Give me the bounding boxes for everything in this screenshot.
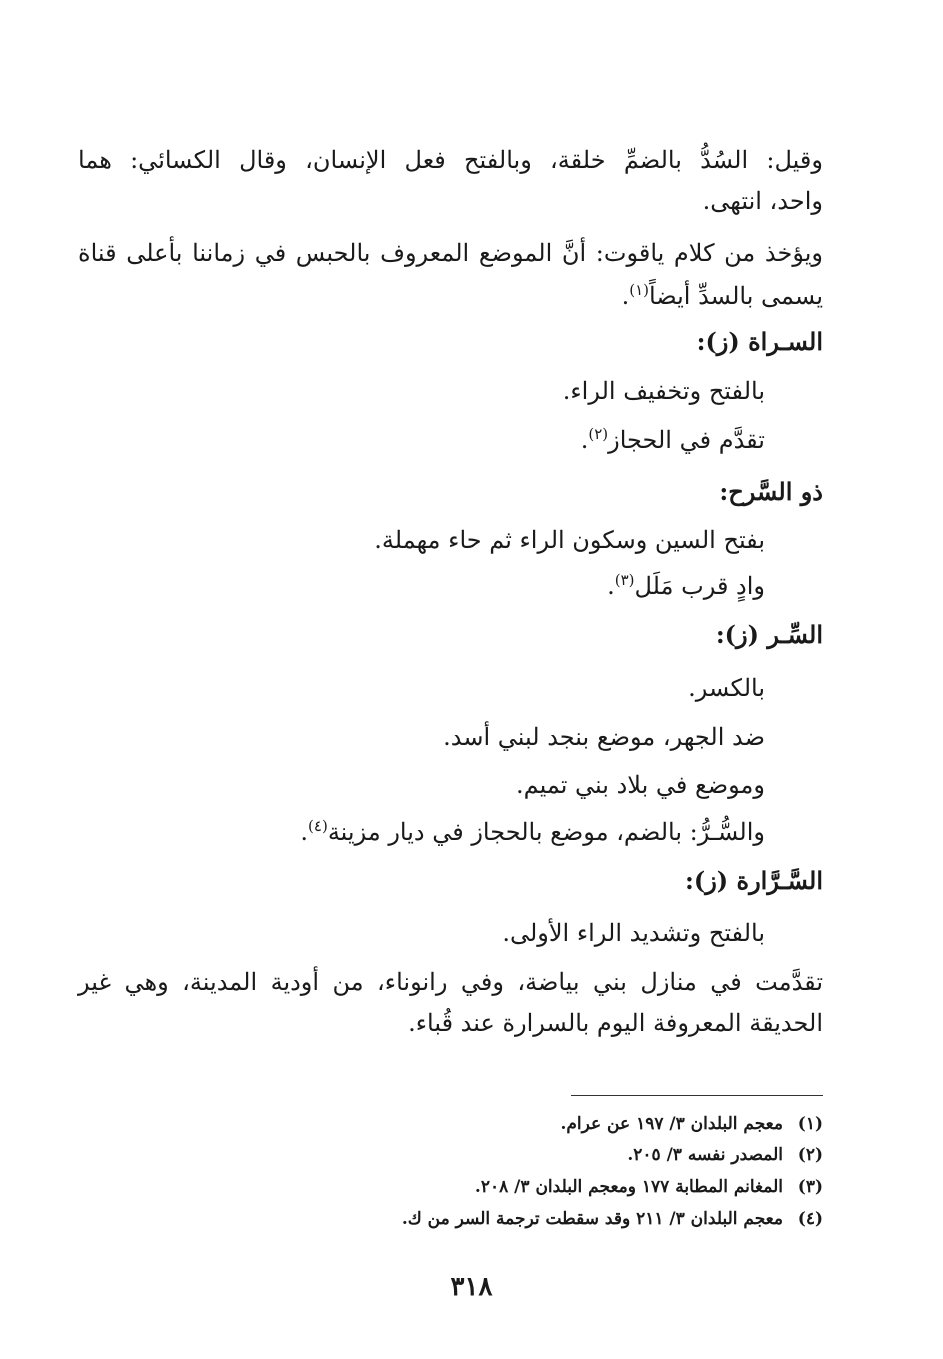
heading-text: السَّـرَّارة (ز): xyxy=(684,866,823,895)
footnote xyxy=(200,1113,823,1135)
line-period: . xyxy=(621,282,630,310)
footnote-text: معجم البلدان ٣/ ٢١١ وقد سقطت ترجمة السر من ك. xyxy=(401,1209,783,1229)
paragraph-line xyxy=(78,376,765,406)
line-text: تقدَّمت في منازل بني بياضة، وفي رانوناء، من أودية المدينة، وهي غير xyxy=(78,968,824,996)
paragraph-line xyxy=(78,525,765,555)
footnote xyxy=(200,1144,823,1166)
paragraph-line xyxy=(78,145,823,175)
footnote-reference: (٣) xyxy=(614,571,635,589)
line-text: الحديقة المعروفة اليوم بالسرارة عند قُباء. xyxy=(408,1009,823,1037)
paragraph-line xyxy=(78,722,765,752)
line-text: واحد، انتهى. xyxy=(702,187,823,215)
line-text: بفتح السين وسكون الراء ثم حاء مهملة. xyxy=(374,526,765,554)
paragraph-line xyxy=(78,1008,823,1038)
paragraph-line xyxy=(78,571,765,601)
footnote-divider xyxy=(571,1095,823,1096)
line-text: بالكسر. xyxy=(688,674,765,702)
line-text: والسُّـرُّ: بالضم، موضع بالحجاز في ديار مزينة xyxy=(327,818,765,846)
paragraph-line xyxy=(78,238,823,268)
page-number: ٣١٨ xyxy=(450,1272,493,1302)
paragraph-line xyxy=(78,673,765,703)
paragraph-line xyxy=(78,770,765,800)
entry-heading xyxy=(78,477,823,507)
line-period: . xyxy=(580,426,589,454)
heading-text: ذو السَّرح: xyxy=(719,477,823,506)
footnote-text: المصدر نفسه ٣/ ٢٠٥. xyxy=(627,1145,783,1165)
footnote-text: معجم البلدان ٣/ ١٩٧ عن عرام. xyxy=(560,1114,783,1134)
footnote xyxy=(200,1176,823,1198)
entry-heading xyxy=(78,327,823,357)
footnote-number: (٤) xyxy=(797,1209,823,1229)
heading-text: السِّـر (ز): xyxy=(715,620,823,649)
line-text: وقيل: السُدُّ بالضمِّ خلقة، وبالفتح فعل الإنسان، وقال الكسائي: هما xyxy=(78,146,823,174)
heading-text: السـراة (ز): xyxy=(696,327,823,356)
line-period: . xyxy=(300,818,309,846)
footnote-reference: (٢) xyxy=(588,425,609,443)
paragraph-line xyxy=(78,918,765,948)
paragraph-line xyxy=(78,281,823,311)
footnote-number: (٢) xyxy=(797,1145,823,1165)
footnote xyxy=(200,1208,823,1230)
paragraph-line xyxy=(78,425,765,455)
line-text: وادٍ قرب مَلَل xyxy=(634,572,765,600)
line-text: ضد الجهر، موضع بنجد لبني أسد. xyxy=(443,723,765,751)
footnote-reference: (١) xyxy=(629,281,649,299)
paragraph-line xyxy=(78,186,823,216)
paragraph-line xyxy=(78,967,823,997)
footnote-number: (٣) xyxy=(797,1177,823,1197)
line-text: يسمى بالسدِّ أيضاً xyxy=(648,282,823,310)
entry-heading xyxy=(78,866,823,896)
footnote-number: (١) xyxy=(797,1114,823,1134)
line-text: وموضع في بلاد بني تميم. xyxy=(516,771,765,799)
paragraph-line xyxy=(78,817,765,847)
footnote-reference: (٤) xyxy=(308,817,328,835)
line-text: تقدَّم في الحجاز xyxy=(608,426,765,454)
line-text: بالفتح وتخفيف الراء. xyxy=(562,377,765,405)
line-text: ويؤخذ من كلام ياقوت: أنَّ الموضع المعروف بالحبس في زماننا بأعلى قناة xyxy=(78,239,823,267)
entry-heading xyxy=(78,620,823,650)
line-period: . xyxy=(607,572,615,600)
footnote-text: المغانم المطابة ١٧٧ ومعجم البلدان ٣/ ٢٠٨. xyxy=(474,1177,783,1197)
line-text: بالفتح وتشديد الراء الأولى. xyxy=(502,919,765,947)
